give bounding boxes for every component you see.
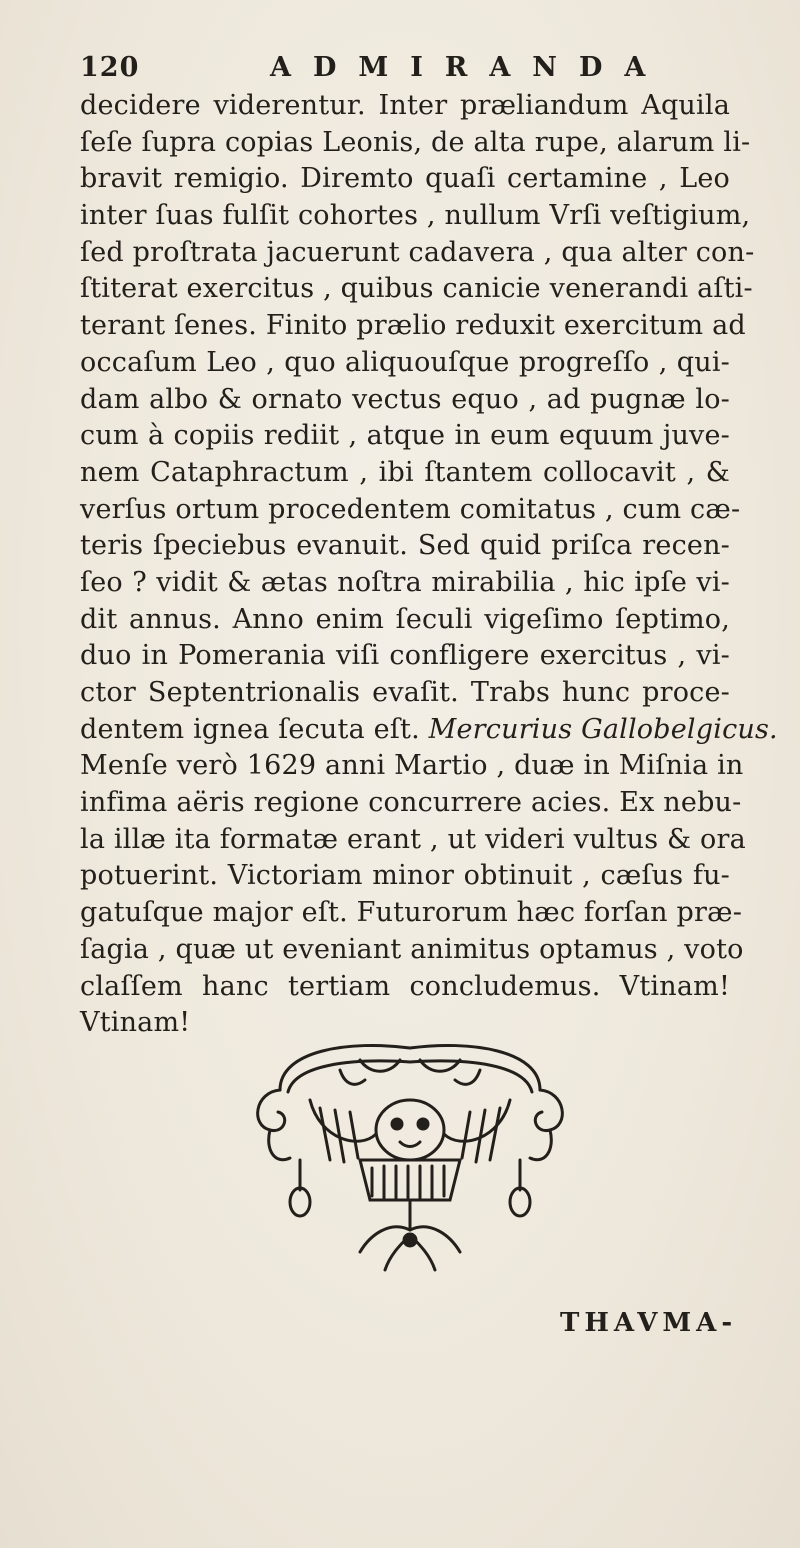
text-line: Menſe verò 1629 anni Martio , duæ in Miſnia in <box>80 750 744 782</box>
text-line: ſagia , quæ ut eveniant animitus optamus , voto <box>80 933 744 965</box>
text-line: potuerint. Victoriam minor obtinuit , cæſus fu- <box>80 860 730 892</box>
catchword: THAVMA- <box>560 1308 738 1338</box>
text-line: dam albo & ornato vectus equo , ad pugnæ lo- <box>80 383 730 415</box>
text-line-citation <box>80 712 778 749</box>
body-text <box>80 88 778 1042</box>
text-line: decidere viderentur. Inter præliandum Aquila <box>80 90 730 121</box>
text-line: terant ſenes. Finito prælio reduxit exercitum ad <box>80 310 746 342</box>
text-line: ſtiterat exercitus , quibus canicie venerandi aſti- <box>80 273 753 305</box>
text-line-last: Vtinam! <box>80 1007 191 1039</box>
text-line: gatuſque major eſt. Futurorum hæc forſan præ- <box>80 897 743 929</box>
text-line: duo in Pomerania viſi confligere exercitus , vi- <box>80 640 730 672</box>
text-line: ſed proſtrata jacuerunt cadavera , qua alter con- <box>80 236 755 268</box>
text-line: infima aëris regione concurrere acies. Ex nebu- <box>80 787 742 819</box>
running-title: ADMIRANDA <box>270 52 668 83</box>
text-line: verſus ortum procedentem comitatus , cum cæ- <box>80 493 741 525</box>
text-line: occaſum Leo , quo aliquouſque progreſſo , qui- <box>80 346 730 378</box>
text-line: la illæ ita formatæ erant , ut videri vultus & ora <box>80 823 746 855</box>
text-line: ctor Septentrionalis evaſit. Trabs hunc proce- <box>80 677 730 708</box>
citation-prefix: dentem ignea ſecuta eſt. <box>80 713 420 745</box>
text-line: ſeo ? vidit & ætas noſtra mirabilia , hic ipſe vi- <box>80 566 730 598</box>
text-line: nem Cataphractum , ibi ſtantem collocavit , & <box>80 456 730 488</box>
text-line: teris ſpeciebus evanuit. Sed quid priſca recen- <box>80 530 730 562</box>
ornament-icon <box>240 1030 580 1290</box>
text-line: cum à copiis rediit , atque in eum equum juve- <box>80 420 730 452</box>
text-line: dit annus. Anno enim ſeculi vigeſimo ſeptimo, <box>80 603 730 635</box>
page-header <box>80 52 720 92</box>
text-line: bravit remigio. Diremto quaſi certamine , Leo <box>80 163 730 195</box>
tailpiece-ornament <box>240 1030 580 1290</box>
text-line: claſſem hanc tertiam concludemus. Vtinam! <box>80 970 730 1002</box>
text-line: inter ſuas fulſit cohortes , nullum Vrſi veſtigium, <box>80 200 751 232</box>
page-number: 120 <box>80 52 140 83</box>
text-line: ſeſe ſupra copias Leonis, de alta rupe, alarum li- <box>80 126 751 158</box>
citation-source: Mercurius Gallobelgicus. <box>428 713 778 745</box>
